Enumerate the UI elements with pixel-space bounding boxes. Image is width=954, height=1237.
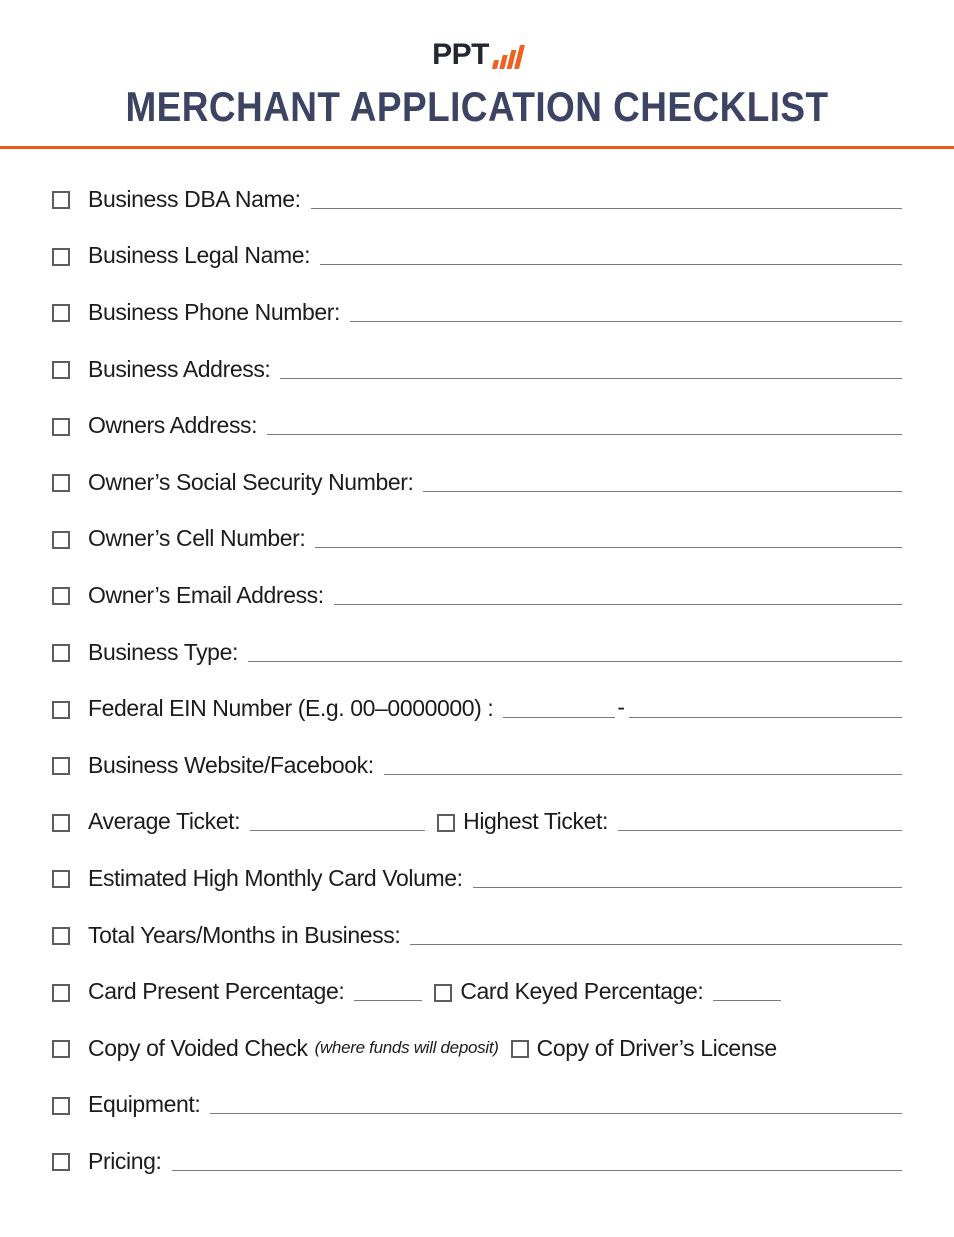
write-in-line[interactable] <box>172 1170 903 1171</box>
write-in-line[interactable] <box>315 547 902 548</box>
checklist-row-ein <box>52 680 902 737</box>
checklist-row <box>52 454 902 511</box>
write-in-line[interactable] <box>384 774 902 775</box>
row-label: Owners Address: <box>88 412 258 439</box>
checkbox[interactable] <box>52 191 70 209</box>
write-in-line-highest-ticket[interactable] <box>618 830 902 831</box>
checklist-row <box>52 511 902 568</box>
write-in-line-ein-prefix[interactable] <box>503 717 615 718</box>
row-note: (where funds will deposit) <box>314 1038 499 1058</box>
checkbox[interactable] <box>52 1040 70 1058</box>
checkbox[interactable] <box>52 984 70 1002</box>
row-label: Business Address: <box>88 355 271 382</box>
row-label: Owner’s Cell Number: <box>88 525 306 552</box>
checklist-row-percentages <box>52 963 902 1020</box>
ppt-logo <box>432 34 522 70</box>
checklist-row <box>52 567 902 624</box>
row-label-secondary: Highest Ticket: <box>463 808 608 835</box>
write-in-line-card-keyed[interactable] <box>713 1000 781 1001</box>
logo-wordmark: PPT <box>432 38 489 71</box>
checkbox[interactable] <box>52 474 70 492</box>
write-in-line[interactable] <box>334 604 902 605</box>
row-label: Business Website/Facebook: <box>88 751 374 778</box>
checkbox[interactable] <box>52 701 70 719</box>
row-label: Pricing: <box>88 1147 162 1174</box>
checklist-row-documents <box>52 1020 902 1077</box>
row-label: Business Legal Name: <box>88 242 311 269</box>
checklist-row <box>52 1133 902 1190</box>
checklist-row <box>52 228 902 285</box>
checkbox[interactable] <box>52 757 70 775</box>
checkbox[interactable] <box>52 870 70 888</box>
checkbox-drivers-license[interactable] <box>511 1040 529 1058</box>
checklist-rows <box>0 149 954 1190</box>
row-label: Average Ticket: <box>88 808 241 835</box>
row-label-secondary: Copy of Driver’s License <box>536 1034 777 1061</box>
row-label: Estimated High Monthly Card Volume: <box>88 864 463 891</box>
checklist-row <box>52 284 902 341</box>
checkbox-card-keyed[interactable] <box>434 984 452 1002</box>
row-label: Copy of Voided Check <box>88 1034 308 1061</box>
write-in-line-card-present[interactable] <box>354 1000 422 1001</box>
write-in-line[interactable] <box>350 321 902 322</box>
row-label: Owner’s Social Security Number: <box>88 468 414 495</box>
write-in-line[interactable] <box>423 491 902 492</box>
write-in-line[interactable] <box>210 1113 902 1114</box>
checkbox-highest-ticket[interactable] <box>437 814 455 832</box>
ein-dash: - <box>617 694 626 721</box>
checklist-row-tickets <box>52 794 902 851</box>
write-in-line[interactable] <box>248 661 902 662</box>
write-in-line-average-ticket[interactable] <box>250 830 425 831</box>
checkbox[interactable] <box>52 248 70 266</box>
checklist-row <box>52 907 902 964</box>
ascending-bars-icon <box>493 44 522 70</box>
checkbox[interactable] <box>52 587 70 605</box>
checklist-row <box>52 1077 902 1134</box>
checklist-row <box>52 737 902 794</box>
row-label: Equipment: <box>88 1091 201 1118</box>
checkbox[interactable] <box>52 927 70 945</box>
checkbox[interactable] <box>52 814 70 832</box>
row-label: Business DBA Name: <box>88 185 301 212</box>
checkbox[interactable] <box>52 1097 70 1115</box>
write-in-line[interactable] <box>267 434 902 435</box>
checkbox[interactable] <box>52 361 70 379</box>
checkbox[interactable] <box>52 644 70 662</box>
page-header <box>0 0 954 128</box>
row-label: Business Phone Number: <box>88 298 341 325</box>
checkbox[interactable] <box>52 304 70 322</box>
row-label: Owner’s Email Address: <box>88 581 324 608</box>
page-title: MERCHANT APPLICATION CHECKLIST <box>125 83 829 130</box>
checklist-row <box>52 397 902 454</box>
write-in-line[interactable] <box>473 887 902 888</box>
checkbox[interactable] <box>52 531 70 549</box>
row-label: Card Present Percentage: <box>88 978 345 1005</box>
row-label: Business Type: <box>88 638 238 665</box>
checklist-row <box>52 341 902 398</box>
checklist-row <box>52 624 902 681</box>
write-in-line[interactable] <box>410 944 902 945</box>
checkbox[interactable] <box>52 1153 70 1171</box>
checklist-row <box>52 171 902 228</box>
write-in-line[interactable] <box>320 264 902 265</box>
write-in-line[interactable] <box>311 208 902 209</box>
checklist-row <box>52 850 902 907</box>
write-in-line-ein-suffix[interactable] <box>629 717 902 718</box>
row-label: Total Years/Months in Business: <box>88 921 401 948</box>
row-label-secondary: Card Keyed Percentage: <box>460 978 704 1005</box>
write-in-line[interactable] <box>280 378 902 379</box>
row-label: Federal EIN Number (E.g. 00–0000000) : <box>88 695 494 722</box>
checkbox[interactable] <box>52 418 70 436</box>
